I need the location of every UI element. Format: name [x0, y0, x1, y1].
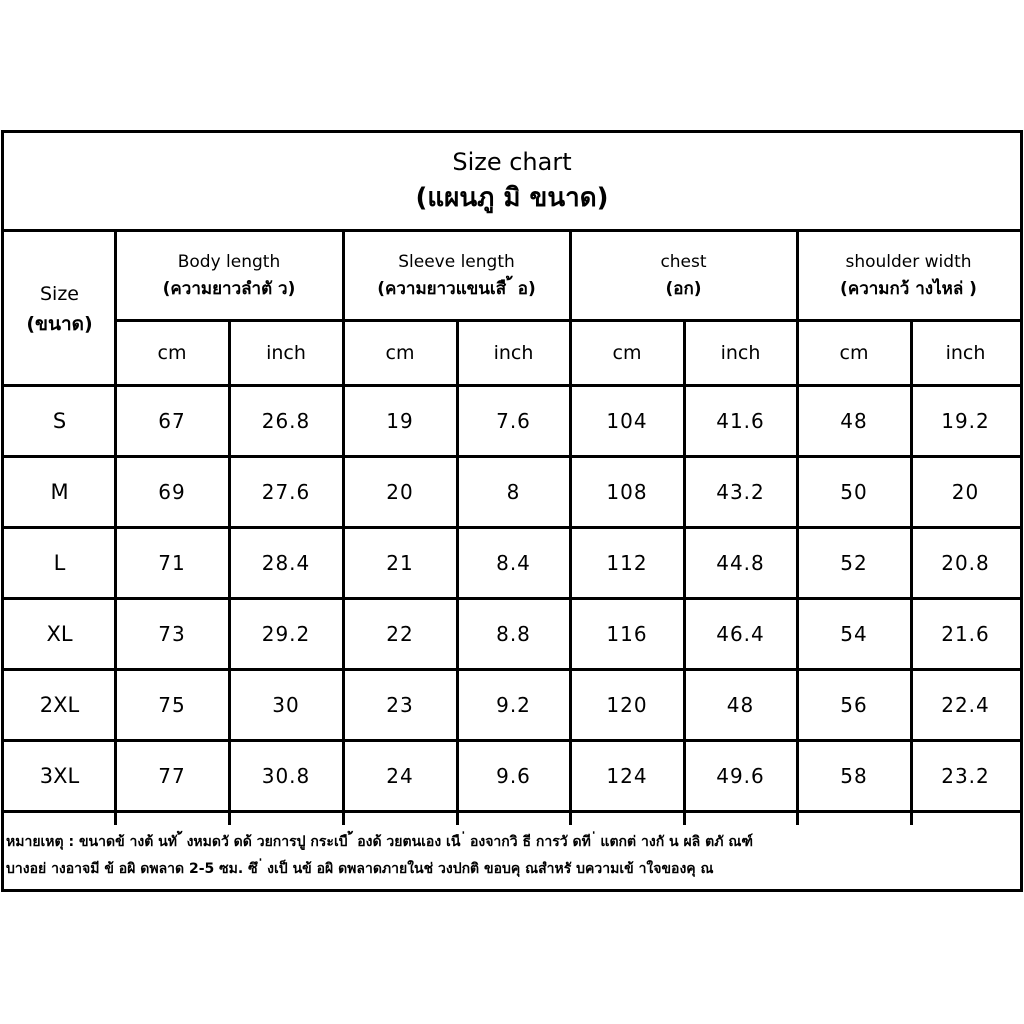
grid-hline — [4, 668, 1020, 671]
size-chart-table — [1, 130, 1023, 892]
value-cell: 20.8 — [941, 550, 990, 575]
value-cell: 7.6 — [496, 408, 531, 433]
chart-title — [4, 133, 1020, 232]
chart-title-th: (แผนภู มิ ขนาด) — [415, 183, 609, 213]
group-header-chest — [570, 232, 797, 320]
group-header-shoulder-width — [797, 232, 1020, 320]
note-text — [6, 825, 1018, 889]
value-cell: 49.6 — [716, 763, 765, 788]
group-header-label: Sleeve length — [398, 252, 515, 272]
value-cell: 8 — [506, 479, 521, 504]
unit-header-cm: cm — [157, 341, 187, 364]
chart-title-en: Size chart — [452, 148, 572, 176]
value-cell: 48 — [840, 408, 868, 433]
value-cell: 108 — [606, 479, 648, 504]
note-line-2: บางอย่ างอาจมี ข้ อผิ ดพลาด 2-5 ซม. ซึ ่ งเป็ นข้ อผิ ดพลาดภายในช่ วงปกติ ขอบคุ ณสำหรั บความเข้ าใจของคุ ณ — [6, 861, 714, 877]
value-cell: 27.6 — [261, 479, 311, 504]
group-header-label-th: (ความกว้ างไหล่ ) — [840, 279, 977, 299]
value-cell: 9.2 — [496, 692, 531, 717]
group-header-label-th: (อก) — [665, 279, 702, 299]
group-header-label-th: (ความยาวลำตั ว) — [162, 279, 296, 299]
value-cell: 8.8 — [496, 621, 531, 646]
unit-header-cm: cm — [612, 341, 642, 364]
value-cell: 22.4 — [941, 692, 990, 717]
group-header-body-length — [115, 232, 343, 320]
size-header — [4, 232, 115, 385]
grid-hline — [4, 455, 1020, 458]
grid-vline — [228, 320, 231, 825]
value-cell: 20 — [386, 479, 414, 504]
value-cell: 19.2 — [941, 408, 990, 433]
value-cell: 23.2 — [941, 763, 990, 788]
value-cell: 75 — [158, 692, 186, 717]
value-cell: 41.6 — [716, 408, 765, 433]
grid-hline — [4, 384, 1020, 387]
grid-hline — [4, 739, 1020, 742]
value-cell: 21 — [386, 550, 414, 575]
grid-vline — [683, 320, 686, 825]
grid-hline — [115, 319, 1020, 322]
value-cell: 23 — [386, 692, 414, 717]
value-cell: 26.8 — [261, 408, 311, 433]
unit-header-inch: inch — [720, 341, 761, 364]
grid-hline — [4, 810, 1020, 813]
value-cell: 77 — [158, 763, 186, 788]
unit-header-inch: inch — [266, 341, 306, 364]
value-cell: 48 — [726, 692, 755, 717]
note-line-1: หมายเหตุ : ขนาดข้ างต้ นทั ้ งหมดวั ดด้ วยการปู กระเบื ้ องด้ วยตนเอง เนื ่ องจากวิ ธี การวั ดที ่ แตกต่ างกั น ผลิ ตภั ณฑ์ — [6, 834, 753, 850]
value-cell: 28.4 — [261, 550, 311, 575]
value-cell: 46.4 — [716, 621, 765, 646]
value-cell: 54 — [840, 621, 868, 646]
value-cell: 71 — [158, 550, 186, 575]
value-cell: 24 — [386, 763, 414, 788]
value-cell: 58 — [840, 763, 868, 788]
group-header-label: shoulder width — [845, 252, 972, 272]
value-cell: 69 — [158, 479, 186, 504]
group-header-sleeve-length — [343, 232, 570, 320]
value-cell: 104 — [606, 408, 648, 433]
grid-vline — [910, 320, 913, 825]
value-cell: 19 — [386, 408, 414, 433]
size-cell: XL — [46, 621, 73, 646]
value-cell: 30 — [272, 692, 300, 717]
size-cell: L — [53, 550, 66, 575]
value-cell: 22 — [386, 621, 414, 646]
size-header-th: (ขนาด) — [26, 312, 93, 335]
value-cell: 9.6 — [496, 763, 531, 788]
size-cell: 2XL — [39, 692, 80, 717]
value-cell: 29.2 — [261, 621, 311, 646]
size-header-en: Size — [39, 282, 79, 305]
unit-header-cm: cm — [385, 341, 415, 364]
grid-hline — [4, 526, 1020, 529]
value-cell: 52 — [840, 550, 868, 575]
value-cell: 73 — [158, 621, 186, 646]
value-cell: 50 — [840, 479, 868, 504]
value-cell: 56 — [840, 692, 868, 717]
size-cell: M — [50, 479, 69, 504]
value-cell: 20 — [951, 479, 980, 504]
size-cell: 3XL — [39, 763, 80, 788]
value-cell: 112 — [606, 550, 648, 575]
value-cell: 43.2 — [716, 479, 765, 504]
group-header-label-th: (ความยาวแขนเสื ้ อ) — [377, 279, 536, 299]
value-cell: 116 — [606, 621, 648, 646]
value-cell: 67 — [158, 408, 186, 433]
grid-vline — [456, 320, 459, 825]
value-cell: 120 — [606, 692, 648, 717]
value-cell: 30.8 — [261, 763, 311, 788]
group-header-label: Body length — [177, 252, 281, 272]
unit-header-cm: cm — [839, 341, 869, 364]
value-cell: 124 — [606, 763, 648, 788]
unit-header-inch: inch — [493, 341, 534, 364]
size-cell: S — [52, 408, 67, 433]
value-cell: 21.6 — [941, 621, 990, 646]
group-header-label: chest — [660, 252, 707, 272]
grid-hline — [4, 597, 1020, 600]
value-cell: 44.8 — [716, 550, 765, 575]
value-cell: 8.4 — [496, 550, 531, 575]
unit-header-inch: inch — [945, 341, 986, 364]
